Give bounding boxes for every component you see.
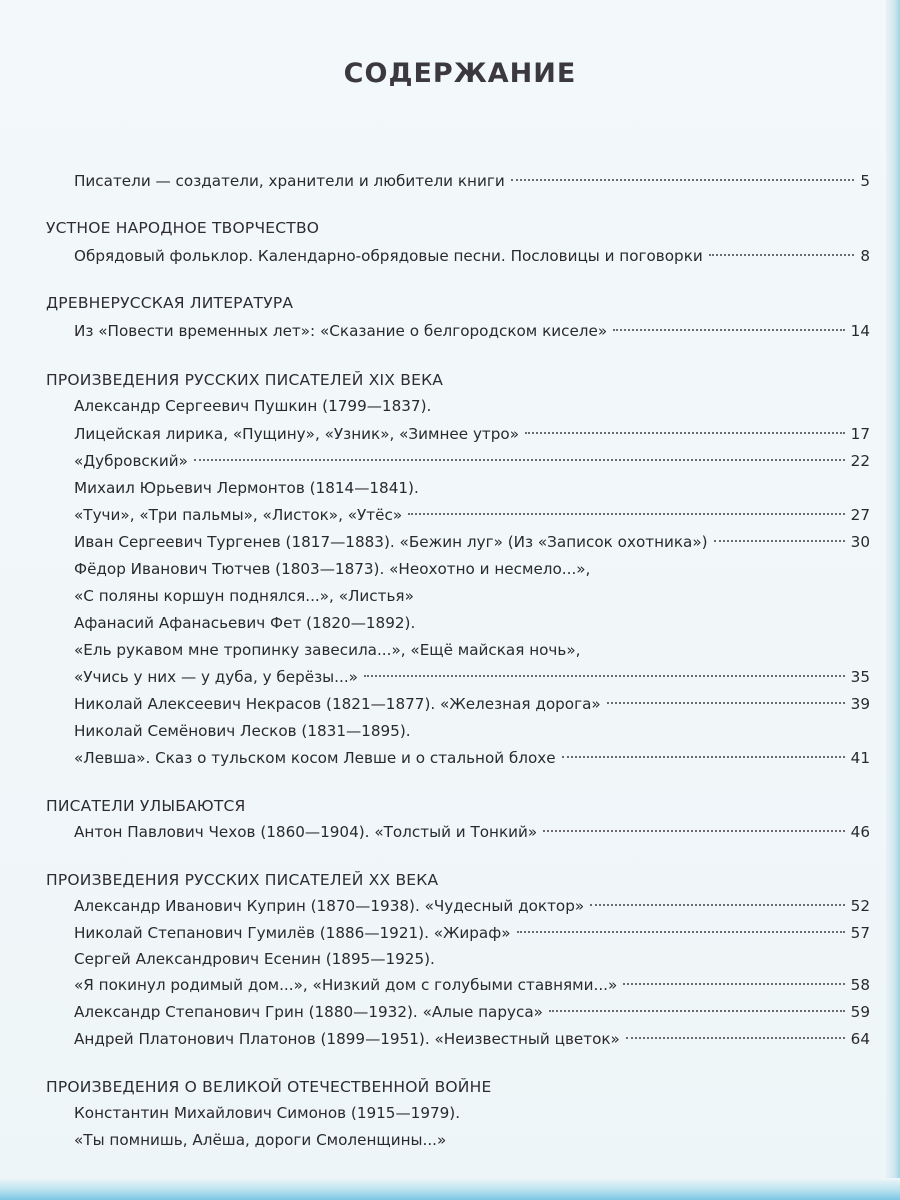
toc-entry — [74, 744, 870, 772]
toc-page-number: 27 — [850, 506, 870, 524]
toc-entry-text: Из «Повести временных лет»: «Сказание о белгородском киселе» — [74, 322, 608, 340]
section-heading: УСТНОЕ НАРОДНОЕ ТВОРЧЕСТВО — [46, 219, 320, 237]
section-heading: ДРЕВНЕРУССКАЯ ЛИТЕРАТУРА — [46, 294, 294, 312]
toc-page-number: 8 — [860, 247, 870, 265]
toc-entry — [74, 690, 870, 718]
section-heading: ПИСАТЕЛИ УЛЫБАЮТСЯ — [46, 797, 246, 815]
toc-leader — [549, 1010, 845, 1012]
toc-author-line: Константин Михайлович Симонов (1915—1979). — [74, 1104, 461, 1122]
toc-entry-text: Антон Павлович Чехов (1860—1904). «Толстый и Тонкий» — [74, 823, 538, 841]
toc-leader — [408, 513, 845, 515]
toc-author-line: Александр Сергеевич Пушкин (1799—1837). — [74, 397, 432, 415]
toc-page-number: 52 — [850, 897, 870, 915]
toc-entry — [74, 167, 870, 195]
toc-page-number: 17 — [850, 425, 870, 443]
toc-entry-text: Николай Степанович Гумилёв (1886—1921). «Жираф» — [74, 924, 511, 942]
toc-leader — [626, 1037, 845, 1039]
toc-entry — [74, 818, 870, 846]
toc-entry-text: «Дубровский» — [74, 452, 188, 470]
page-edge-right — [886, 0, 900, 1200]
toc-leader — [709, 254, 855, 256]
toc-entry-text: Николай Алексеевич Некрасов (1821—1877). «Железная дорога» — [74, 695, 601, 713]
toc-entry-text: «Левша». Сказ о тульском косом Левше и о стальной блохе — [74, 749, 556, 767]
toc-work-line: «Ты помнишь, Алёша, дороги Смоленщины...» — [74, 1131, 447, 1149]
toc-page-number: 57 — [850, 924, 870, 942]
toc-entry-text: Андрей Платонович Платонов (1899—1951). «Неизвестный цветок» — [74, 1030, 620, 1048]
toc-leader — [590, 904, 845, 906]
toc-work-line: «С поляны коршун поднялся...», «Листья» — [74, 587, 414, 605]
toc-author-line: Сергей Александрович Есенин (1895—1925). — [74, 950, 435, 968]
toc-leader — [607, 702, 845, 704]
toc-author-line: Афанасий Афанасьевич Фет (1820—1892). — [74, 614, 416, 632]
toc-entry-text: «Учись у них — у дуба, у берёзы...» — [74, 668, 358, 686]
toc-entry — [74, 892, 870, 920]
toc-leader — [543, 830, 844, 832]
toc-entry — [74, 501, 870, 529]
toc-entry — [74, 663, 870, 691]
toc-leader — [562, 756, 845, 758]
toc-page-number: 59 — [850, 1003, 870, 1021]
toc-page-number: 22 — [850, 452, 870, 470]
toc-leader — [511, 179, 855, 181]
section-heading: ПРОИЗВЕДЕНИЯ РУССКИХ ПИСАТЕЛЕЙ XX ВЕКА — [46, 871, 439, 889]
toc-entry — [74, 242, 870, 270]
toc-page-number: 35 — [850, 668, 870, 686]
toc-leader — [714, 540, 845, 542]
toc-entry-text: Лицейская лирика, «Пущину», «Узник», «Зимнее утро» — [74, 425, 520, 443]
toc-entry — [74, 420, 870, 448]
toc-page-number: 41 — [850, 749, 870, 767]
toc-entry — [74, 1025, 870, 1053]
toc-entry — [74, 447, 870, 475]
page-title: СОДЕРЖАНИЕ — [343, 58, 577, 89]
toc-entry — [74, 998, 870, 1026]
toc-entry — [74, 971, 870, 999]
toc-entry — [74, 317, 870, 345]
toc-page-number: 30 — [850, 533, 870, 551]
toc-page-number: 58 — [850, 976, 870, 994]
toc-entry-text: «Я покинул родимый дом...», «Низкий дом с голубыми ставнями...» — [74, 976, 618, 994]
toc-entry-text: Обрядовый фольклор. Календарно-обрядовые песни. Пословицы и поговорки — [74, 247, 703, 265]
toc-work-line: «Ель рукавом мне тропинку завесила...», «Ещё майская ночь», — [74, 641, 581, 659]
toc-page-number: 5 — [860, 172, 870, 190]
toc-entry-text: Иван Сергеевич Тургенев (1817—1883). «Бежин луг» (Из «Записок охотника») — [74, 533, 708, 551]
toc-leader — [525, 432, 845, 434]
toc-leader — [364, 675, 845, 677]
toc-author-line: Николай Семёнович Лесков (1831—1895). — [74, 722, 411, 740]
toc-page-number: 39 — [850, 695, 870, 713]
page-edge-bottom — [0, 1178, 900, 1200]
toc-entry-text: Александр Степанович Грин (1880—1932). «Алые паруса» — [74, 1003, 543, 1021]
section-heading: ПРОИЗВЕДЕНИЯ О ВЕЛИКОЙ ОТЕЧЕСТВЕННОЙ ВОЙНЕ — [46, 1078, 492, 1096]
toc-entry — [74, 919, 870, 947]
section-heading: ПРОИЗВЕДЕНИЯ РУССКИХ ПИСАТЕЛЕЙ XIX ВЕКА — [46, 371, 444, 389]
toc-entry-text: Александр Иванович Куприн (1870—1938). «Чудесный доктор» — [74, 897, 585, 915]
toc-page-number: 46 — [850, 823, 870, 841]
toc-leader — [194, 459, 845, 461]
toc-page-number: 64 — [850, 1030, 870, 1048]
toc-leader — [623, 983, 844, 985]
toc-leader — [613, 329, 845, 331]
toc-entry — [74, 528, 870, 556]
toc-leader — [517, 931, 845, 933]
toc-entry-text: «Тучи», «Три пальмы», «Листок», «Утёс» — [74, 506, 403, 524]
toc-author-line: Фёдор Иванович Тютчев (1803—1873). «Неохотно и несмело...», — [74, 560, 591, 578]
toc-page-number: 14 — [850, 322, 870, 340]
toc-author-line: Михаил Юрьевич Лермонтов (1814—1841). — [74, 479, 419, 497]
toc-entry-text: Писатели — создатели, хранители и любители книги — [74, 172, 505, 190]
